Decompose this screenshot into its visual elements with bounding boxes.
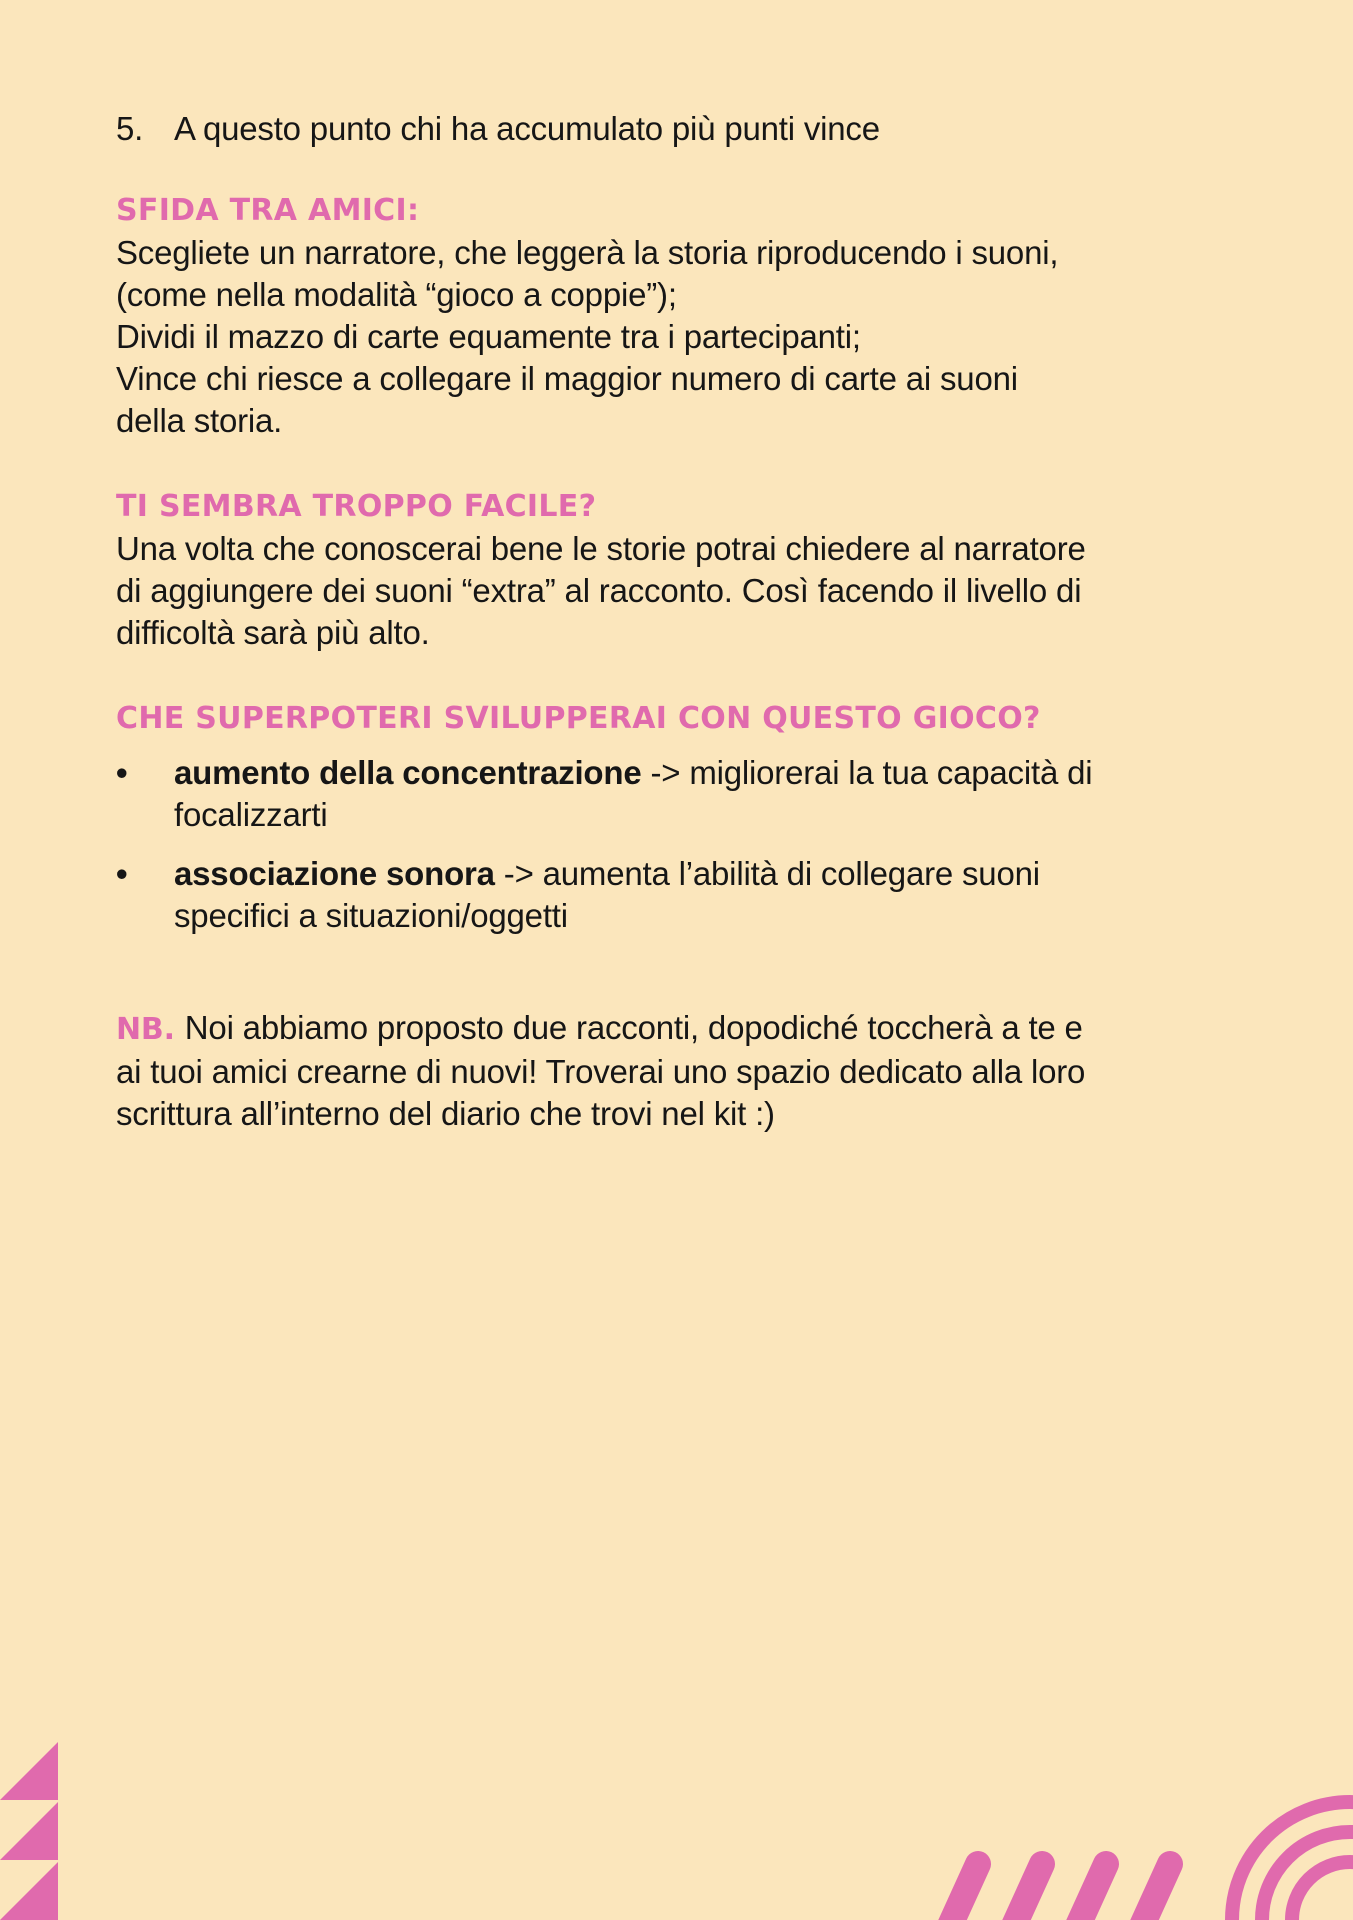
rainbow-decoration-icon — [1220, 1790, 1353, 1920]
nb-line: scrittura all’interno del diario che trovi nel kit :) — [116, 1095, 775, 1132]
section-superpoteri — [116, 698, 1246, 937]
list-item-text — [174, 853, 1040, 937]
section-nb — [116, 1007, 1246, 1135]
section-sfida — [116, 190, 1246, 442]
list-item-text — [174, 752, 1092, 836]
sfida-line: (come nella modalità “gioco a coppie”); — [116, 276, 677, 313]
sfida-line: Scegliete un narratore, che leggerà la storia riproducendo i suoni, — [116, 234, 1059, 271]
facile-line: difficoltà sarà più alto. — [116, 614, 430, 651]
step-number: 5. — [116, 110, 144, 147]
nb-line: ai tuoi amici crearne di nuovi! Troverai uno spazio dedicato alla loro — [116, 1053, 1086, 1090]
list-item-rest: -> aumenta l’abilità di collegare suoni — [494, 855, 1040, 892]
list-item-rest: specifici a situazioni/oggetti — [174, 897, 568, 934]
heading-superpoteri: CHE SUPERPOTERI SVILUPPERAI CON QUESTO GIOCO? — [116, 701, 1041, 736]
sfida-line: Vince chi riesce a collegare il maggior numero di carte ai suoni — [116, 360, 1018, 397]
bullet-icon: • — [116, 754, 128, 791]
list-item — [116, 752, 1246, 836]
document-body — [116, 108, 1246, 1135]
superpoteri-list — [116, 752, 1246, 937]
stripes-decoration-icon — [930, 1840, 1200, 1920]
list-item-bold: aumento della concentrazione — [174, 754, 642, 791]
sfida-line: Dividi il mazzo di carte equamente tra i partecipanti; — [116, 318, 861, 355]
triangle-decoration-icon — [0, 1740, 60, 1920]
list-item-bold: associazione sonora — [174, 855, 495, 892]
list-item-rest: focalizzarti — [174, 796, 328, 833]
sfida-line: della storia. — [116, 402, 283, 439]
step-text: A questo punto chi ha accumulato più punti vince — [174, 110, 880, 147]
list-item-rest: -> migliorerai la tua capacità di — [641, 754, 1093, 791]
nb-text: Noi abbiamo proposto due racconti, dopodiché toccherà a te e — [184, 1009, 1083, 1046]
facile-line: Una volta che conoscerai bene le storie potrai chiedere al narratore — [116, 530, 1086, 567]
nb-line — [116, 1007, 1246, 1051]
facile-line: di aggiungere dei suoni “extra” al racconto. Così facendo il livello di — [116, 572, 1082, 609]
nb-tag: NB. — [116, 1012, 175, 1047]
bullet-icon: • — [116, 855, 128, 892]
heading-sfida: SFIDA TRA AMICI: — [116, 193, 420, 228]
numbered-step-5 — [116, 108, 1246, 150]
list-item — [116, 853, 1246, 937]
heading-facile: TI SEMBRA TROPPO FACILE? — [116, 489, 597, 524]
section-facile — [116, 486, 1246, 654]
